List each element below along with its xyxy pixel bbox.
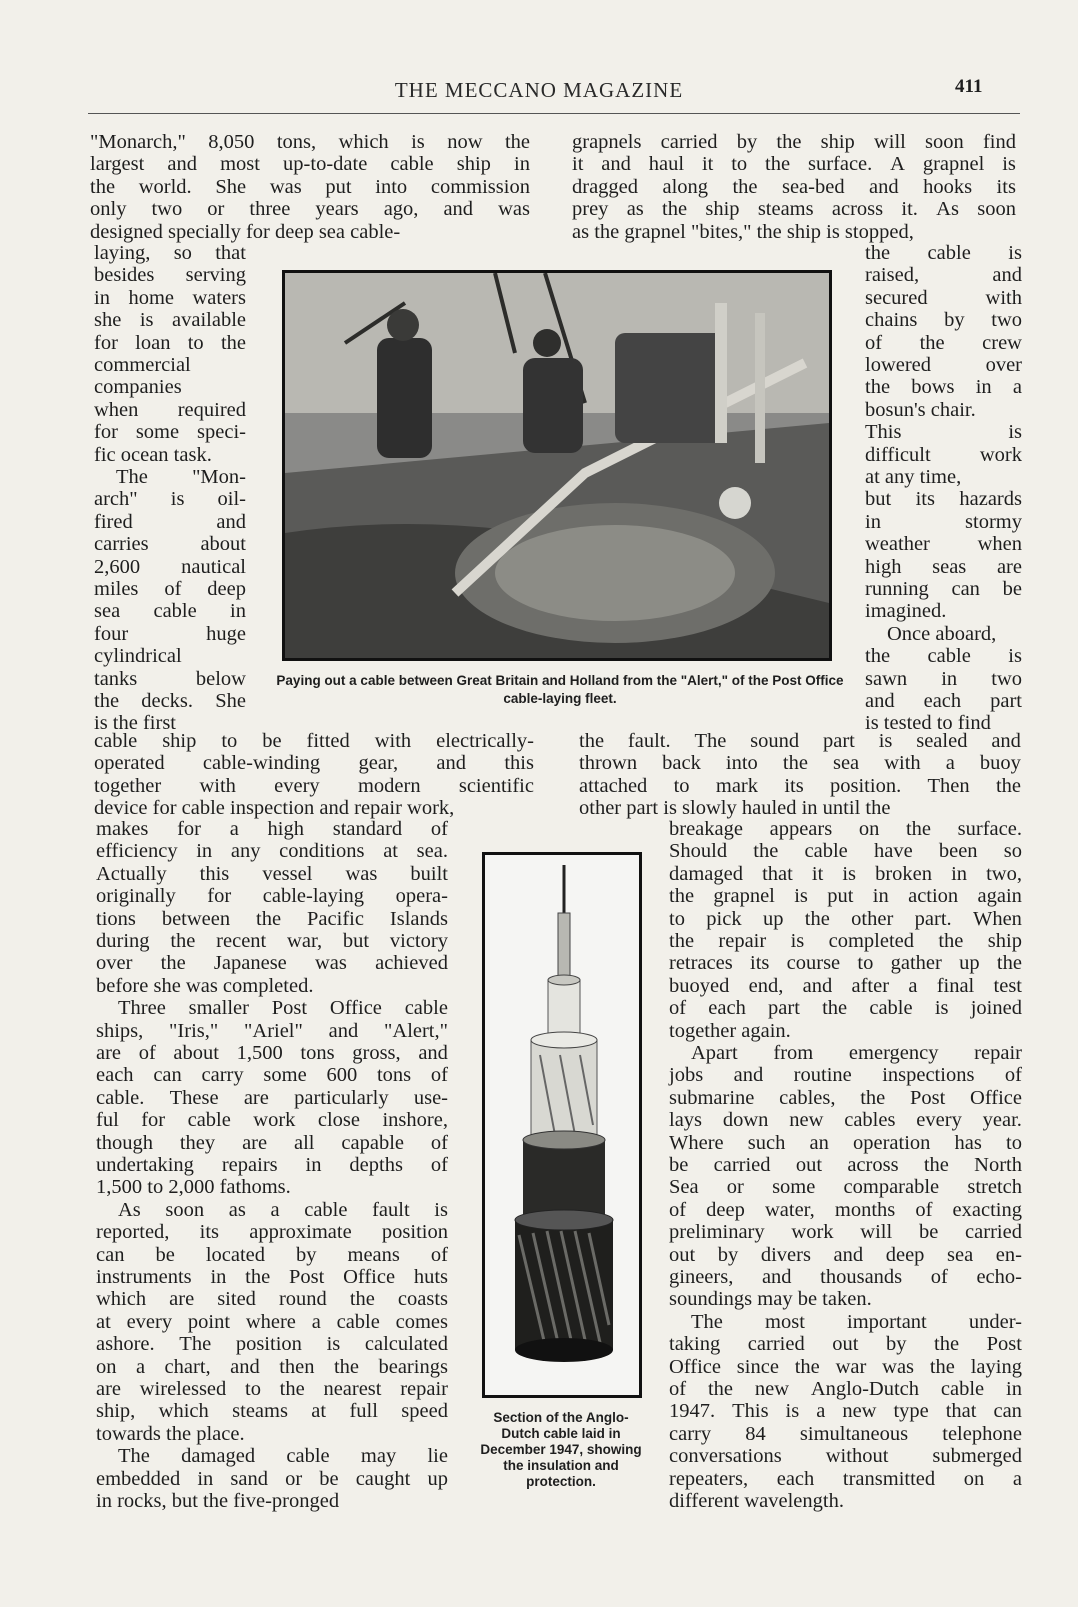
text-line: laying, so that	[94, 242, 246, 264]
text-line: damaged that it is broken in two,	[669, 863, 1022, 885]
text-line: each can carry some 600 tons of	[96, 1064, 448, 1086]
text-line: largest and most up-to-date cable ship in	[90, 153, 530, 175]
text-line: running can be	[865, 578, 1022, 600]
text-line: to pick up the other part. When	[669, 908, 1022, 930]
text-line: carries about	[94, 533, 246, 555]
text-line: raised, and	[865, 264, 1022, 286]
section-caption: Section of the Anglo-Dutch cable laid in December 1947, showing the insulation and protection.	[480, 1410, 642, 1489]
text-line: miles of deep	[94, 578, 246, 600]
text-line: Actually this vessel was built	[96, 863, 448, 885]
text-line: arch" is oil-	[94, 488, 246, 510]
text-line: the cable is	[865, 645, 1022, 667]
text-line: chains by two	[865, 309, 1022, 331]
text-line: 1,500 to 2,000 fathoms.	[96, 1176, 291, 1198]
text-line: makes for a high standard of	[96, 818, 448, 840]
cable-ship-photo	[282, 270, 832, 661]
photo-caption: Paying out a cable between Great Britain and Holland from the "Alert," of the Post Office cable-laying fleet.	[276, 673, 844, 706]
text-line: Office since the war was the laying	[669, 1356, 1022, 1378]
text-line: high seas are	[865, 556, 1022, 578]
text-line: the grapnel is put in action again	[669, 885, 1022, 907]
text-line: reported, its approximate position	[96, 1221, 448, 1243]
text-line: the repair is completed the ship	[669, 930, 1022, 952]
text-line: as the grapnel "bites," the ship is stopped,	[572, 221, 914, 243]
text-line: but its hazards	[865, 488, 1022, 510]
text-line: sea cable in	[94, 600, 246, 622]
text-line: efficiency in any conditions at sea.	[96, 840, 448, 862]
text-line: instruments in the Post Office huts	[96, 1266, 448, 1288]
text-line: can be located by means of	[96, 1244, 448, 1266]
text-line: Three smaller Post Office cable	[118, 997, 448, 1019]
text-line: fic ocean task.	[94, 444, 212, 466]
text-line: during the recent war, but victory	[96, 930, 448, 952]
text-line: when required	[94, 399, 246, 421]
text-line: This is	[865, 421, 1022, 443]
text-line: which are sited round the coasts	[96, 1288, 448, 1310]
text-line: preliminary work will be carried	[669, 1221, 1022, 1243]
text-line: As soon as a cable fault is	[118, 1199, 448, 1221]
text-line: conversations without submerged	[669, 1445, 1022, 1467]
text-line: grapnels carried by the ship will soon find	[572, 131, 1016, 153]
text-line: and each part	[865, 690, 1022, 712]
text-line: Where such an operation has to	[669, 1132, 1022, 1154]
text-line: bosun's chair.	[865, 399, 976, 421]
text-line: before she was completed.	[96, 975, 314, 997]
text-line: imagined.	[865, 600, 947, 622]
text-line: over the Japanese was achieved	[96, 952, 448, 974]
header-rule	[88, 113, 1020, 114]
text-line: originally for cable-laying opera-	[96, 885, 448, 907]
text-line: only two or three years ago, and was	[90, 198, 530, 220]
text-line: carry 84 simultaneous telephone	[669, 1423, 1022, 1445]
text-line: the decks. She	[94, 690, 246, 712]
text-line: fired and	[94, 511, 246, 533]
text-line: of each part the cable is joined	[669, 997, 1022, 1019]
text-line: submarine cables, the Post Office	[669, 1087, 1022, 1109]
text-line: gineers, and thousands of echo-	[669, 1266, 1022, 1288]
text-line: commercial	[94, 354, 191, 376]
page-number: 411	[955, 76, 983, 97]
text-line: towards the place.	[96, 1423, 245, 1445]
text-line: the cable is	[865, 242, 1022, 264]
text-line: The "Mon-	[116, 466, 246, 488]
text-line: 2,600 nautical	[94, 556, 246, 578]
text-line: at every point where a cable comes	[96, 1311, 448, 1333]
text-line: prey as the ship steams across it. As soon	[572, 198, 1016, 220]
text-line: repeaters, each transmitted on a	[669, 1468, 1022, 1490]
text-line: it and haul it to the surface. A grapnel is	[572, 153, 1016, 175]
text-line: lays down new cables every year.	[669, 1109, 1022, 1131]
text-line: embedded in sand or be caught up	[96, 1468, 448, 1490]
magazine-title: THE MECCANO MAGAZINE	[394, 78, 684, 102]
text-line: in stormy	[865, 511, 1022, 533]
text-line: cylindrical	[94, 645, 182, 667]
text-line: dragged along the sea-bed and hooks its	[572, 176, 1016, 198]
text-line: device for cable inspection and repair work,	[94, 797, 455, 819]
text-line: retraces its course to gather up the	[669, 952, 1022, 974]
text-line: of deep water, months of exacting	[669, 1199, 1022, 1221]
text-line: together with every modern scientific	[94, 775, 534, 797]
text-line: at any time,	[865, 466, 962, 488]
text-line: sawn in two	[865, 668, 1022, 690]
cable-section-photo	[482, 852, 642, 1398]
text-line: thrown back into the sea with a buoy	[579, 752, 1021, 774]
text-line: are wirelessed to the nearest repair	[96, 1378, 448, 1400]
text-line: cable. These are particularly use-	[96, 1087, 448, 1109]
text-line: cable ship to be fitted with electrically-	[94, 730, 534, 752]
text-line: ful for cable work close inshore,	[96, 1109, 448, 1131]
text-line: different wavelength.	[669, 1490, 844, 1512]
text-line: designed specially for deep sea cable-	[90, 221, 401, 243]
text-line: "Monarch," 8,050 tons, which is now the	[90, 131, 530, 153]
text-line: jobs and routine inspections of	[669, 1064, 1022, 1086]
text-line: Once aboard,	[887, 623, 997, 645]
text-line: in home waters	[94, 287, 246, 309]
text-line: the bows in a	[865, 376, 1022, 398]
text-line: difficult work	[865, 444, 1022, 466]
text-line: soundings may be taken.	[669, 1288, 872, 1310]
text-line: Apart from emergency repair	[691, 1042, 1022, 1064]
text-line: weather when	[865, 533, 1022, 555]
text-line: the world. She was put into commission	[90, 176, 530, 198]
text-line: is the first	[94, 712, 176, 734]
text-line: undertaking repairs in depths of	[96, 1154, 448, 1176]
text-line: breakage appears on the surface.	[669, 818, 1022, 840]
text-line: of the crew	[865, 332, 1022, 354]
text-line: tanks below	[94, 668, 246, 690]
text-line: is tested to find	[865, 712, 991, 734]
text-line: for some speci-	[94, 421, 246, 443]
text-line: be carried out across the North	[669, 1154, 1022, 1176]
text-line: of the new Anglo-Dutch cable in	[669, 1378, 1022, 1400]
text-line: she is available	[94, 309, 246, 331]
text-line: operated cable-winding gear, and this	[94, 752, 534, 774]
text-line: taking carried out by the Post	[669, 1333, 1022, 1355]
text-line: ships, "Iris," "Ariel" and "Alert,"	[96, 1020, 448, 1042]
text-line: other part is slowly hauled in until the	[579, 797, 891, 819]
text-line: Should the cable have been so	[669, 840, 1022, 862]
text-line: Sea or some comparable stretch	[669, 1176, 1022, 1198]
text-line: besides serving	[94, 264, 246, 286]
text-line: companies	[94, 376, 182, 398]
text-line: though they are all capable of	[96, 1132, 448, 1154]
text-line: the fault. The sound part is sealed and	[579, 730, 1021, 752]
text-line: ashore. The position is calculated	[96, 1333, 448, 1355]
text-line: 1947. This is a new type that can	[669, 1400, 1022, 1422]
text-line: lowered over	[865, 354, 1022, 376]
text-line: ship, which steams at full speed	[96, 1400, 448, 1422]
text-line: for loan to the	[94, 332, 246, 354]
text-line: secured with	[865, 287, 1022, 309]
text-line: buoyed end, and after a final test	[669, 975, 1022, 997]
text-line: are of about 1,500 tons gross, and	[96, 1042, 448, 1064]
text-line: tions between the Pacific Islands	[96, 908, 448, 930]
text-line: four huge	[94, 623, 246, 645]
text-line: on a chart, and then the bearings	[96, 1356, 448, 1378]
text-line: The most important under-	[691, 1311, 1022, 1333]
text-line: in rocks, but the five-pronged	[96, 1490, 340, 1512]
text-line: The damaged cable may lie	[118, 1445, 448, 1467]
text-line: out by divers and deep sea en-	[669, 1244, 1022, 1266]
text-line: attached to mark its position. Then the	[579, 775, 1021, 797]
text-line: together again.	[669, 1020, 791, 1042]
